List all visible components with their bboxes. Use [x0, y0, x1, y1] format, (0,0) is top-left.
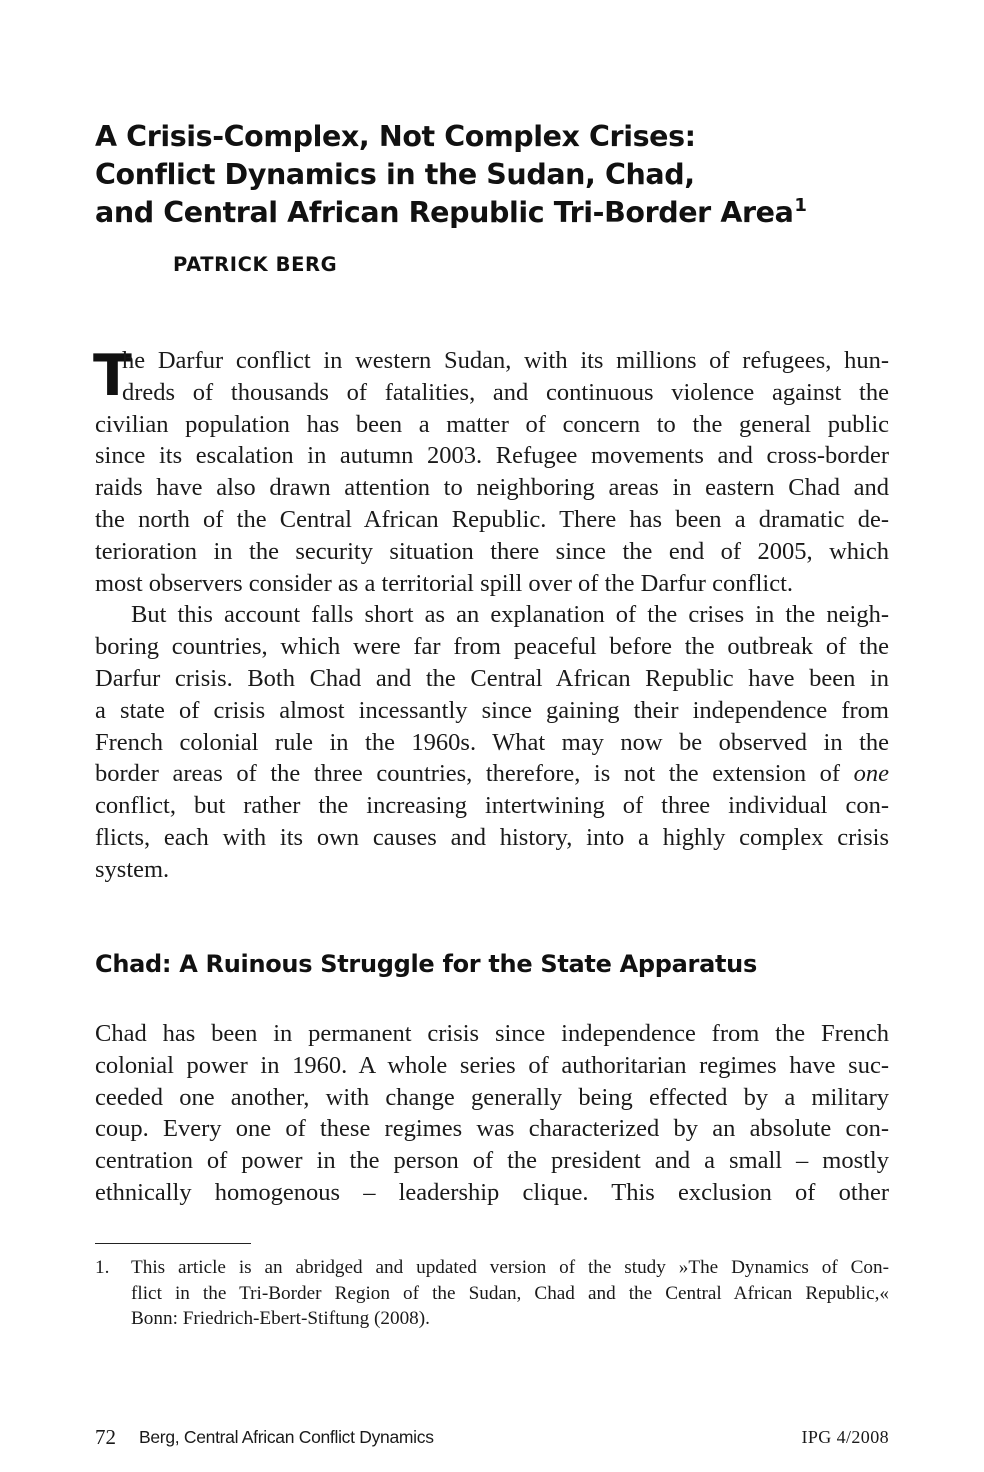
text-line-part: border areas of the three countries, therefore, is not the extension of	[95, 760, 841, 788]
title-footnote-marker[interactable]: 1	[794, 195, 807, 216]
text-line: Chad has been in permanent crisis since independence from the French	[95, 1020, 889, 1047]
text-line: colonial power in 1960. A whole series of authoritarian regimes have suc-	[95, 1051, 889, 1079]
article-title	[95, 118, 855, 236]
section-heading: Chad: A Ruinous Struggle for the State Apparatus	[95, 950, 757, 978]
footnote-line: This article is an abridged and updated version of the study »The Dynamics of Con-	[131, 1257, 889, 1278]
page-footer	[95, 1425, 889, 1453]
text-line: since its escalation in autumn 2003. Refugee movements and cross-border	[95, 442, 889, 470]
journal-issue: IPG 4/2008	[801, 1427, 889, 1447]
author-name: PATRICK BERG	[173, 253, 338, 276]
emphasis-word: one	[853, 760, 889, 788]
running-head: Berg, Central African Conflict Dynamics	[139, 1427, 434, 1447]
text-line: system.	[95, 855, 170, 883]
page-number: 72	[95, 1425, 116, 1449]
text-line	[95, 758, 889, 790]
text-line: civilian population has been a matter of concern to the general public	[95, 410, 889, 438]
text-line: boring countries, which were far from peaceful before the outbreak of the	[95, 633, 889, 661]
title-line-text: and Central African Republic Tri-Border Area	[95, 196, 794, 229]
text-line: raids have also drawn attention to neighboring areas in eastern Chad and	[95, 474, 889, 502]
footnote-divider	[95, 1243, 251, 1244]
title-line: Conflict Dynamics in the Sudan, Chad,	[95, 158, 695, 191]
footnote-number: 1.	[95, 1257, 110, 1278]
footnote-line: flict in the Tri-Border Region of the Sudan, Chad and the Central African Republic,«	[131, 1282, 889, 1304]
text-line: conflict, but rather the increasing intertwining of three individual con-	[95, 792, 889, 820]
text-line: the north of the Central African Republic. There has been a dramatic de-	[95, 505, 889, 533]
title-line	[95, 194, 855, 236]
footnote-text	[131, 1255, 889, 1332]
footnote-line: Bonn: Friedrich-Ebert-Stiftung (2008).	[131, 1308, 430, 1329]
text-line: ethnically homogenous – leadership clique. This exclusion of other	[95, 1178, 889, 1206]
text-line: most observers consider as a territorial spill over of the Darfur conflict.	[95, 569, 794, 597]
text-line: he Darfur conflict in western Sudan, with its millions of refugees, hun-	[122, 347, 889, 374]
text-line: But this account falls short as an explanation of the crises in the neigh-	[131, 601, 889, 629]
drop-cap: T	[93, 343, 132, 409]
section-paragraph	[95, 1018, 889, 1209]
text-line: dreds of thousands of fatalities, and continuous violence against the	[122, 378, 889, 406]
text-line: terioration in the security situation there since the end of 2005, which	[95, 537, 889, 565]
text-line: ceeded one another, with change generally being effected by a military	[95, 1083, 889, 1111]
text-line: a state of crisis almost incessantly since gaining their independence from	[95, 696, 889, 724]
intro-paragraphs	[95, 345, 889, 886]
text-line: centration of power in the person of the president and a small – mostly	[95, 1147, 889, 1175]
title-line: A Crisis-Complex, Not Complex Crises:	[95, 120, 696, 153]
text-line: French colonial rule in the 1960s. What may now be observed in the	[95, 728, 889, 756]
text-line: coup. Every one of these regimes was characterized by an absolute con-	[95, 1115, 889, 1143]
text-line: Darfur crisis. Both Chad and the Central African Republic have been in	[95, 664, 889, 692]
text-line: flicts, each with its own causes and history, into a highly complex crisis	[95, 823, 889, 851]
